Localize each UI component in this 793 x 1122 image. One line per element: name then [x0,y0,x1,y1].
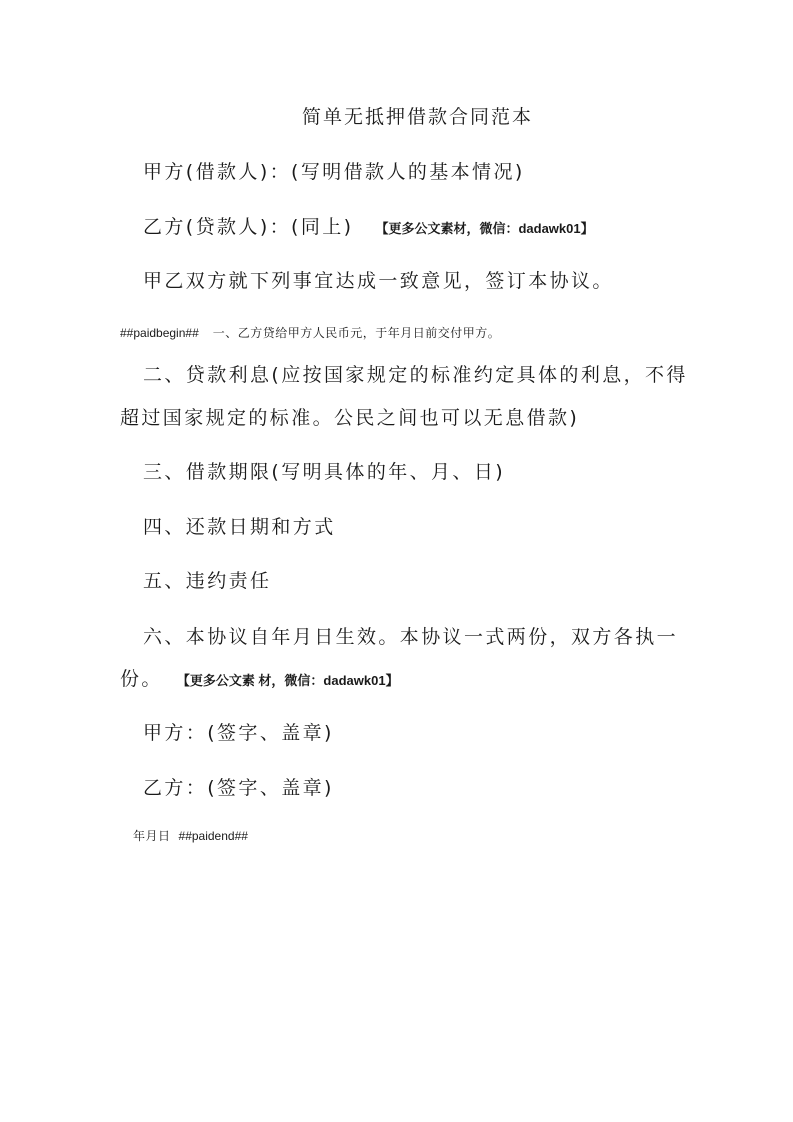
party-b-line: 乙方(贷款人)：(同上) [143,216,354,238]
promo-note: 【更多公文素材，微信：dadawk01】 [375,221,594,236]
clause-1-row [120,318,500,346]
signature-party-b: 乙方：(签字、盖章) [143,777,334,799]
clause-5: 五、违约责任 [143,570,272,592]
document-title: 简单无抵押借款合同范本 [302,106,534,128]
clause-4: 四、还款日期和方式 [143,516,336,538]
clause-2-line-2: 超过国家规定的标准。公民之间也可以无息借款) [120,407,580,429]
clause-6-line-1: 六、本协议自年月日生效。本协议一式两份，双方各执一 [143,626,679,648]
date-line: 年月日 [133,829,171,843]
date-row [133,821,248,849]
party-a-line: 甲方(借款人)：(写明借款人的基本情况) [143,161,525,183]
clause-1: 一、乙方贷给甲方人民币元，于年月日前交付甲方。 [212,326,501,340]
clause-2-line-1: 二、贷款利息(应按国家规定的标准约定具体的利息，不得 [143,364,688,386]
promo-note-2: 【更多公文素 材，微信：dadawk01】 [176,673,399,688]
clause-3: 三、借款期限(写明具体的年、月、日) [143,461,506,483]
paid-end-marker: ##paidend## [178,829,248,843]
party-b-row [143,214,594,242]
agreement-intro: 甲乙双方就下列事宜达成一致意见，签订本协议。 [143,270,614,292]
signature-party-a: 甲方：(签字、盖章) [143,722,334,744]
clause-6-line-2: 份。 [120,668,163,690]
clause-6-row-2 [120,666,399,694]
paid-begin-marker: ##paidbegin## [120,326,199,340]
